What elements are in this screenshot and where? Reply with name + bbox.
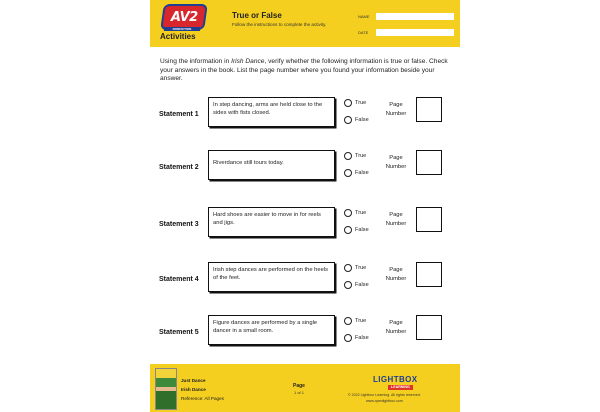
false-radio[interactable]	[344, 334, 352, 342]
website-link[interactable]: www.openlightbox.com	[366, 399, 403, 403]
footer-band	[150, 364, 460, 412]
instructions-text-start: Using the information in	[160, 58, 232, 65]
page-number-label	[378, 266, 414, 284]
page-label-line1: Page	[389, 155, 403, 161]
page-label-line2: Number	[385, 221, 407, 227]
statement-text: Riverdance still tours today.	[208, 150, 335, 180]
header-band	[150, 0, 460, 47]
instructions-book-title: Irish Dance	[231, 58, 265, 65]
false-label: False	[355, 170, 369, 176]
page-number-label	[378, 101, 414, 119]
statement-row-2	[150, 150, 460, 190]
false-label: False	[355, 335, 369, 341]
false-label: False	[355, 282, 369, 288]
page-label-line1: Page	[389, 102, 403, 108]
false-label: False	[355, 227, 369, 233]
page-number-label	[378, 211, 414, 229]
false-option[interactable]	[344, 226, 369, 234]
true-label: True	[355, 100, 367, 106]
true-option[interactable]	[344, 264, 366, 272]
statement-text: Irish step dances are performed on the heels of the feet.	[208, 262, 335, 292]
page-label: Page	[293, 383, 305, 389]
page-label-line1: Page	[389, 212, 403, 218]
page-label-line1: Page	[389, 267, 403, 273]
logo-subtitle: NONFICTION	[164, 27, 200, 31]
page-number-box[interactable]	[416, 150, 442, 175]
true-label: True	[355, 265, 367, 271]
statement-row-4	[150, 262, 460, 302]
statement-label: Statement 3	[159, 221, 199, 228]
statement-row-3	[150, 207, 460, 247]
page-label-line2: Number	[385, 276, 407, 282]
page-number-box[interactable]	[416, 97, 442, 122]
statement-label: Statement 5	[159, 329, 199, 336]
false-radio[interactable]	[344, 281, 352, 289]
true-option[interactable]	[344, 209, 366, 217]
instructions-text-end: , verify whether the following information is true or false. Check your answers in the book. List the page number where you found your information beside your answer.	[160, 58, 448, 83]
statement-text: In step dancing, arms are held close to the sides with fists closed.	[208, 97, 335, 127]
true-label: True	[355, 153, 367, 159]
copyright-text: © 2022 Lightbox Learning. All rights reserved.	[348, 393, 421, 397]
true-option[interactable]	[344, 152, 366, 160]
true-radio[interactable]	[344, 317, 352, 325]
page-number-box[interactable]	[416, 315, 442, 340]
statement-row-1	[150, 97, 460, 137]
false-label: False	[355, 117, 369, 123]
page-label-line2: Number	[385, 329, 407, 335]
page-count: 1 of 1	[294, 390, 305, 395]
statement-text: Hard shoes are easier to move in for reels and jigs.	[208, 207, 335, 237]
false-option[interactable]	[344, 334, 369, 342]
series-title: Just Dance	[181, 378, 206, 383]
logo-activities-label: Activities	[160, 32, 196, 41]
book-cover-thumbnail	[155, 368, 177, 410]
logo-text: AV2	[170, 9, 198, 25]
page-number-label	[378, 154, 414, 172]
false-radio[interactable]	[344, 116, 352, 124]
worksheet	[150, 0, 460, 412]
book-title: Irish Dance	[181, 387, 206, 392]
name-label: NAME	[358, 14, 370, 19]
statement-label: Statement 1	[159, 111, 199, 118]
statement-label: Statement 2	[159, 164, 199, 171]
instructions	[160, 58, 456, 84]
date-label: DATE	[358, 30, 369, 35]
true-label: True	[355, 210, 367, 216]
false-radio[interactable]	[344, 226, 352, 234]
statement-text: Figure dances are performed by a single dancer in a small room.	[208, 315, 335, 345]
true-radio[interactable]	[344, 152, 352, 160]
statement-label: Statement 4	[159, 276, 199, 283]
page-number-box[interactable]	[416, 262, 442, 287]
false-option[interactable]	[344, 169, 369, 177]
true-radio[interactable]	[344, 99, 352, 107]
lightbox-tag: LEARNING	[388, 385, 413, 390]
page-number-box[interactable]	[416, 207, 442, 232]
true-label: True	[355, 318, 367, 324]
true-option[interactable]	[344, 99, 366, 107]
worksheet-subtitle: Follow the instructions to complete the activity.	[232, 22, 327, 27]
reference-text: Reference: All Pages	[181, 396, 224, 401]
true-radio[interactable]	[344, 209, 352, 217]
page-number-label	[378, 319, 414, 337]
false-option[interactable]	[344, 116, 369, 124]
false-option[interactable]	[344, 281, 369, 289]
page-label-line2: Number	[385, 111, 407, 117]
av2-logo	[160, 4, 204, 42]
true-radio[interactable]	[344, 264, 352, 272]
false-radio[interactable]	[344, 169, 352, 177]
true-option[interactable]	[344, 317, 366, 325]
page-label-line1: Page	[389, 320, 403, 326]
page-label-line2: Number	[385, 164, 407, 170]
lightbox-logo: LIGHTBOX	[373, 375, 418, 384]
name-field[interactable]	[376, 13, 454, 20]
worksheet-title: True or False	[232, 11, 282, 20]
date-field[interactable]	[376, 29, 454, 36]
statement-row-5	[150, 315, 460, 355]
